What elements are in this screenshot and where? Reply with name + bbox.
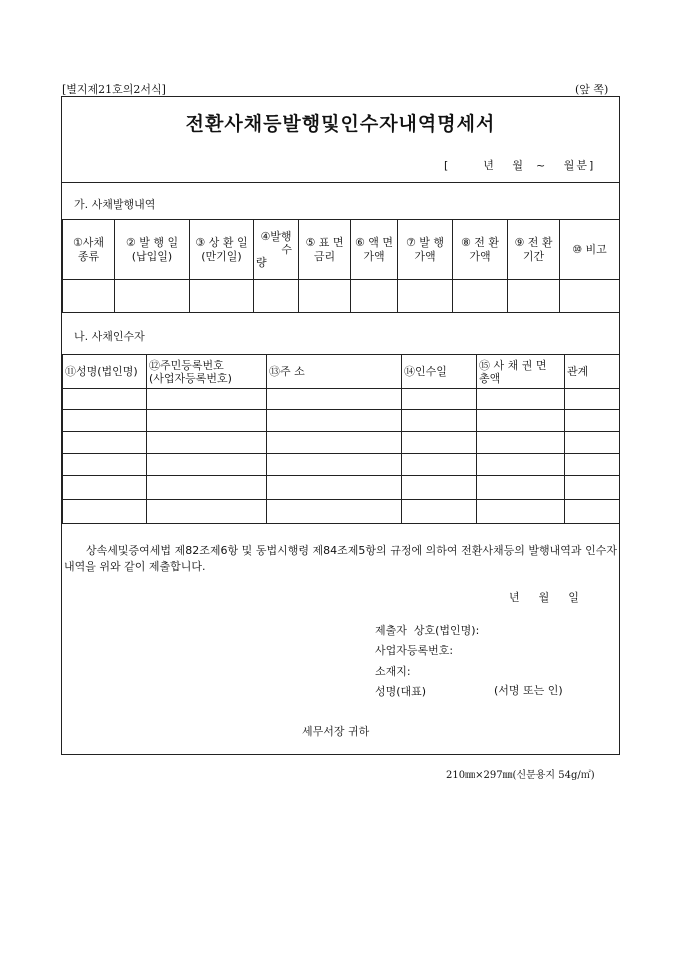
- cell[interactable]: [402, 500, 477, 524]
- cell[interactable]: [267, 432, 402, 454]
- col-conversion-period: ⑨ 전 환 기간: [508, 220, 560, 280]
- cell[interactable]: [267, 410, 402, 432]
- table-row: [63, 500, 620, 524]
- col-redemption-date: ③ 상 환 일 (만기일): [190, 220, 254, 280]
- signature-label: (서명 또는 인): [494, 684, 563, 697]
- input-remarks[interactable]: [560, 280, 620, 313]
- col-face-value: ⑥ 액 면 가액: [351, 220, 398, 280]
- cell[interactable]: [63, 389, 147, 410]
- cell[interactable]: [565, 500, 620, 524]
- input-issue-price[interactable]: [398, 280, 453, 313]
- cell[interactable]: [402, 410, 477, 432]
- cell[interactable]: [63, 432, 147, 454]
- col-issue-date: ② 발 행 일 (납입일): [115, 220, 190, 280]
- submission-date: 년 월 일: [509, 591, 580, 604]
- business-number-label: 사업자등록번호:: [375, 644, 454, 657]
- declaration-text: 상속세및증여세법 제82조제6항 및 동법시행령 제84조제5항의 규정에 의하여 전환사채등의 발행내역과 인수자 내역을 위와 같이 제출합니다.: [64, 544, 617, 573]
- bond-acquirer-table: [62, 354, 620, 524]
- cell[interactable]: [565, 454, 620, 476]
- table-row: [63, 389, 620, 410]
- divider: [62, 182, 619, 183]
- cell[interactable]: [565, 476, 620, 500]
- table-row: [63, 454, 620, 476]
- cell[interactable]: [477, 454, 565, 476]
- input-issue-quantity[interactable]: [254, 280, 299, 313]
- input-bond-type[interactable]: [63, 280, 115, 313]
- cell[interactable]: [565, 432, 620, 454]
- input-conversion-price[interactable]: [453, 280, 508, 313]
- col-conversion-price: ⑧ 전 환 가액: [453, 220, 508, 280]
- input-face-value[interactable]: [351, 280, 398, 313]
- col-bond-face-total: ⑮ 사 채 권 면 총액: [477, 355, 565, 389]
- input-conversion-period[interactable]: [508, 280, 560, 313]
- cell[interactable]: [267, 389, 402, 410]
- representative-label: 성명(대표): [375, 685, 427, 698]
- paper-size-note: 210㎜×297㎜(신문용지 54g/㎡): [446, 770, 595, 781]
- cell[interactable]: [477, 500, 565, 524]
- col-acquisition-date: ⑭인수일: [402, 355, 477, 389]
- cell[interactable]: [402, 389, 477, 410]
- col-coupon-rate: ⑤ 표 면 금리: [299, 220, 351, 280]
- cell[interactable]: [477, 389, 565, 410]
- cell[interactable]: [565, 410, 620, 432]
- col-bond-type: ①사채 종류: [63, 220, 115, 280]
- cell[interactable]: [477, 410, 565, 432]
- cell[interactable]: [63, 454, 147, 476]
- cell[interactable]: [267, 454, 402, 476]
- col-issue-quantity: ④발행 수 량: [254, 220, 299, 280]
- col-resident-number: ⑫주민등록번호 (사업자등록번호): [147, 355, 267, 389]
- company-name-label: 상호(법인명):: [413, 624, 480, 637]
- bond-issuance-table: [62, 219, 620, 313]
- page-side-label: (앞 쪽): [575, 83, 609, 96]
- submitter-name-line: [375, 622, 479, 638]
- col-issue-price: ⑦ 발 행 가액: [398, 220, 453, 280]
- cell[interactable]: [477, 476, 565, 500]
- form-title: 전환사채등발행및인수자내역명세서: [185, 113, 496, 135]
- cell[interactable]: [402, 454, 477, 476]
- cell[interactable]: [402, 432, 477, 454]
- col-remarks: ⑩ 비고: [560, 220, 620, 280]
- form-code: [별지제21호의2서식]: [62, 83, 166, 96]
- cell[interactable]: [147, 389, 267, 410]
- addressee: 세무서장 귀하: [302, 725, 370, 738]
- table-row: [63, 280, 620, 313]
- cell[interactable]: [63, 476, 147, 500]
- cell[interactable]: [565, 389, 620, 410]
- input-redemption-date[interactable]: [190, 280, 254, 313]
- cell[interactable]: [147, 500, 267, 524]
- table-row: [63, 410, 620, 432]
- table-header-row: [63, 220, 620, 280]
- cell[interactable]: [267, 500, 402, 524]
- cell[interactable]: [147, 454, 267, 476]
- input-issue-date[interactable]: [115, 280, 190, 313]
- cell[interactable]: [267, 476, 402, 500]
- section-b-title: 나. 사채인수자: [74, 330, 145, 343]
- col-relationship: 관계: [565, 355, 620, 389]
- cell[interactable]: [63, 500, 147, 524]
- cell[interactable]: [402, 476, 477, 500]
- col-address: ⑬주 소: [267, 355, 402, 389]
- table-row: [63, 432, 620, 454]
- section-a-title: 가. 사채발행내역: [74, 198, 156, 211]
- address-label: 소재지:: [375, 665, 411, 678]
- submitter-label: 제출자: [375, 624, 407, 637]
- cell[interactable]: [147, 410, 267, 432]
- table-row: [63, 476, 620, 500]
- table-header-row: [63, 355, 620, 389]
- cell[interactable]: [147, 476, 267, 500]
- reporting-period: [ 년 월 ~ 월분]: [444, 159, 596, 172]
- form-frame: [61, 96, 620, 755]
- cell[interactable]: [63, 410, 147, 432]
- col-name: ⑪성명(법인명): [63, 355, 147, 389]
- input-coupon-rate[interactable]: [299, 280, 351, 313]
- cell[interactable]: [147, 432, 267, 454]
- cell[interactable]: [477, 432, 565, 454]
